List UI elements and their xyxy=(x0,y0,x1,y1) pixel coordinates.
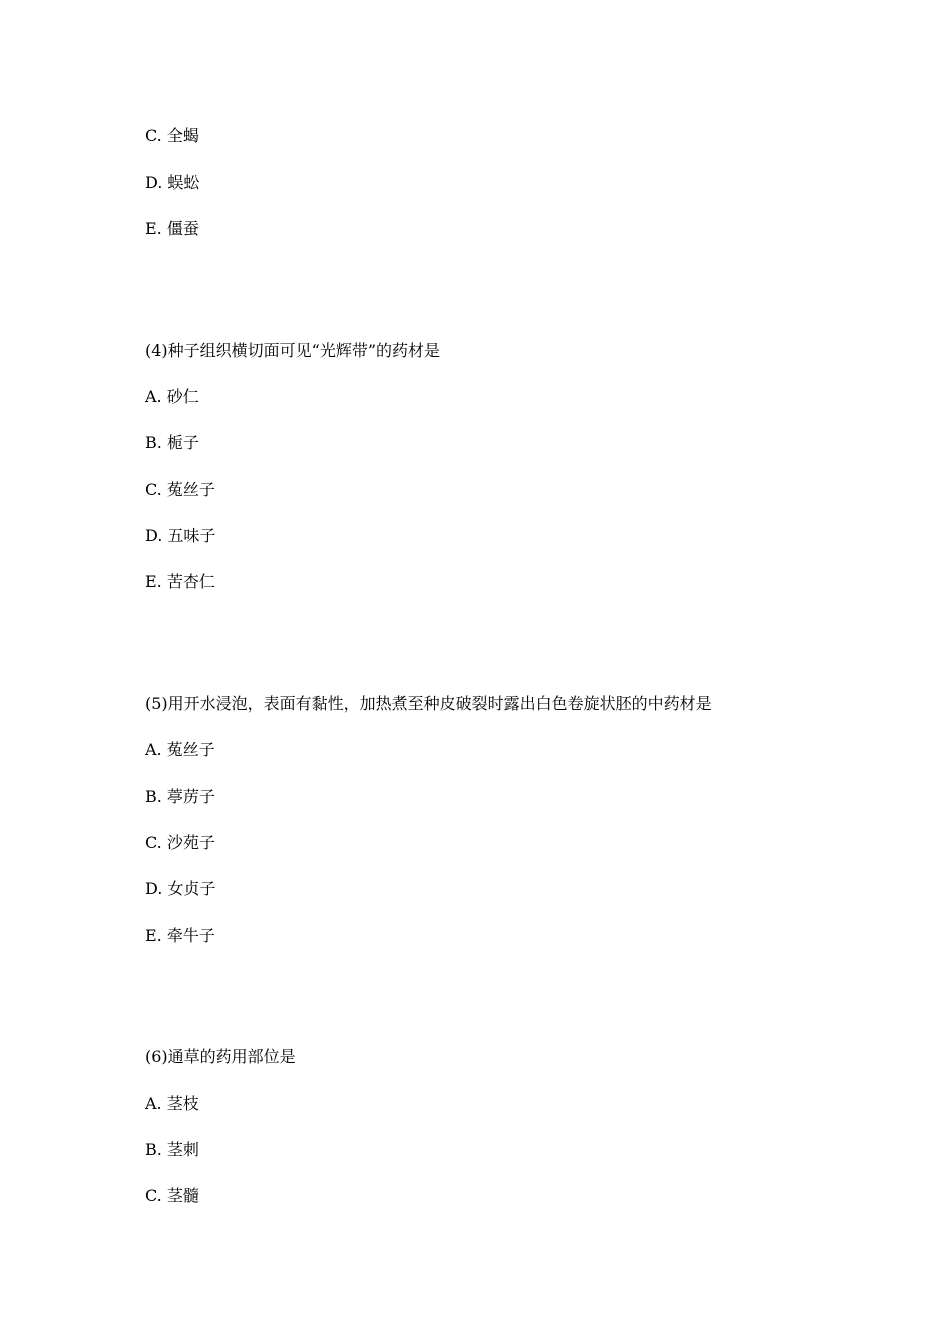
question-stem: (6)通草的药用部位是 xyxy=(145,1047,296,1066)
option-text: A. 茎枝 xyxy=(145,1094,199,1113)
option-text: A. 菟丝子 xyxy=(145,740,215,759)
option-text: E. 牵牛子 xyxy=(145,926,215,945)
option-text: E. 僵蚕 xyxy=(145,219,199,238)
option-text: C. 茎髓 xyxy=(145,1186,199,1205)
option-text: B. 茎刺 xyxy=(145,1140,199,1159)
option-text: D. 蜈蚣 xyxy=(145,173,200,192)
question-stem: (5)用开水浸泡，表面有黏性，加热煮至种皮破裂时露出白色卷旋状胚的中药材是 xyxy=(145,694,712,713)
option-text: B. 葶苈子 xyxy=(145,787,215,806)
option-text: D. 五味子 xyxy=(145,526,216,545)
option-text: D. 女贞子 xyxy=(145,879,216,898)
option-text: A. 砂仁 xyxy=(145,387,199,406)
option-text: C. 沙苑子 xyxy=(145,833,215,852)
option-text: C. 全蝎 xyxy=(145,126,199,145)
option-text: E. 苦杏仁 xyxy=(145,572,215,591)
option-text: C. 菟丝子 xyxy=(145,480,215,499)
option-text: B. 栀子 xyxy=(145,433,199,452)
question-stem: (4)种子组织横切面可见“光辉带”的药材是 xyxy=(145,341,441,360)
